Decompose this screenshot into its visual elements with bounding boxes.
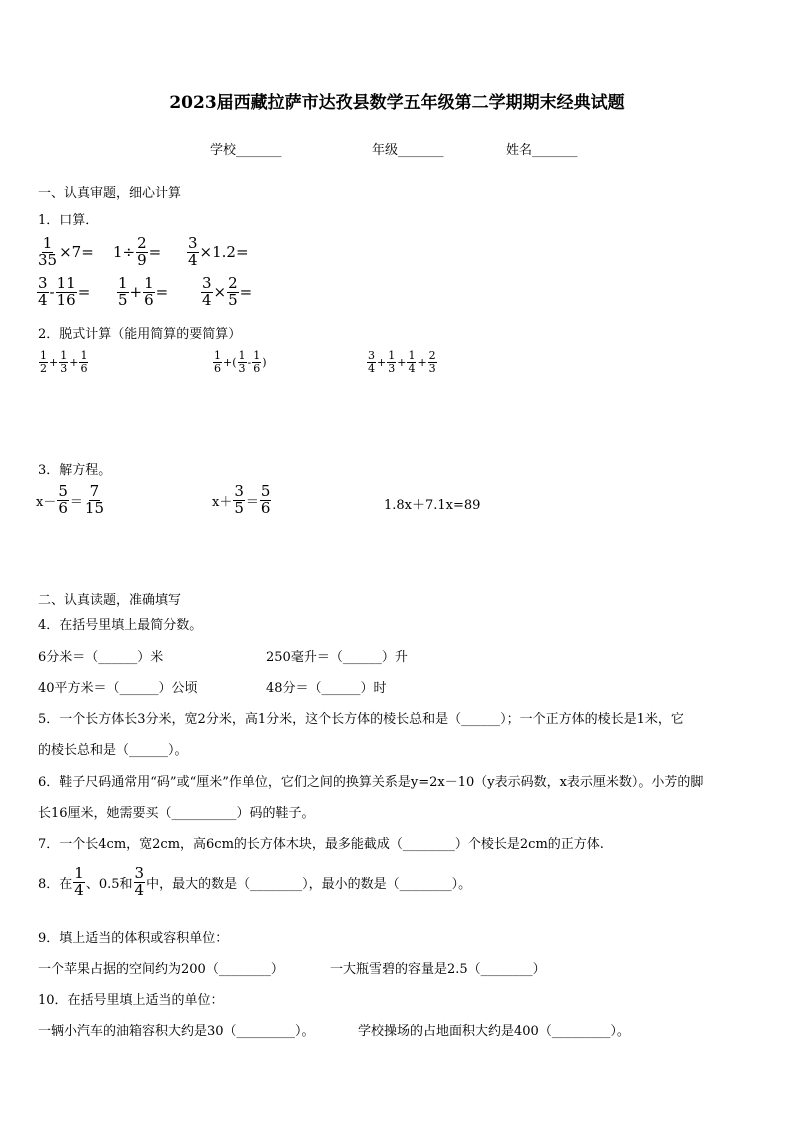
frac-num: 1 (238, 349, 246, 362)
q1-item-5-den2: 6 (144, 290, 154, 309)
q1-item-2-num: 2 (137, 234, 147, 252)
q1-item-6-den2: 5 (228, 290, 238, 309)
operator: - (247, 355, 252, 369)
q6-line-2: 长16厘米，她需要买（__________）码的鞋子。 (38, 806, 315, 821)
frac-num: 1 (253, 349, 261, 362)
q2-expression-2 (212, 350, 267, 374)
q1-item-3-num: 3 (188, 234, 198, 252)
frac-num: 5 (58, 482, 68, 500)
frac-num: 1 (80, 349, 88, 362)
equation-prefix: x－ (36, 494, 57, 510)
q4-item-b: 250毫升＝（______）升 (266, 650, 408, 665)
q9-item-b: 一大瓶雪碧的容量是2.5（________） (330, 962, 546, 977)
frac-den: 4 (134, 880, 145, 899)
q3-equation-1 (36, 484, 106, 517)
frac-den: 4 (368, 361, 375, 375)
q3-label: 3．解方程。 (38, 463, 112, 478)
q2-expression-1 (38, 350, 89, 374)
q1-item-5-op: + (129, 283, 143, 302)
q8-middle: 、0.5和 (85, 876, 133, 892)
q2-expression-3 (366, 350, 438, 374)
q1-item-5-den1: 5 (118, 290, 128, 309)
operator: + (417, 355, 427, 369)
q1-item-6-rest: = (239, 283, 253, 302)
q1-item-1 (36, 236, 94, 269)
q1-item-3-rest: ×1.2= (199, 243, 249, 262)
q8-prefix: 8．在 (38, 876, 73, 892)
frac-den: 6 (253, 361, 261, 375)
q1-item-6 (200, 276, 252, 309)
q1-item-4-op: - (49, 283, 55, 302)
operator: +( (223, 355, 237, 369)
operator: + (397, 355, 407, 369)
frac-den: 3 (238, 361, 246, 375)
q1-item-5-num2: 1 (144, 274, 154, 292)
q1-item-2-rest: = (148, 243, 162, 262)
q10-label: 10．在括号里填上适当的单位： (38, 993, 224, 1008)
q3-equation-3: 1.8x＋7.1x=89 (384, 498, 481, 513)
equals-sign: ＝ (69, 494, 83, 510)
q5-line-2: 的棱长总和是（______）。 (38, 743, 188, 758)
frac-den: 6 (214, 361, 221, 375)
frac-den: 6 (80, 361, 88, 375)
q1-item-3 (186, 236, 249, 269)
page-title: 2023届西藏拉萨市达孜县数学五年级第二学期期末经典试题 (169, 93, 625, 113)
q8-text (38, 866, 471, 899)
q4-item-c: 40平方米＝（______）公顷 (38, 681, 198, 696)
q5-line-1: 5．一个长方体长3分米，宽2分米，高1分米，这个长方体的棱长总和是（______）；一个正方体的棱长是1米，它 (38, 712, 684, 727)
q8-suffix: 中，最大的数是（________），最小的数是（________）。 (146, 876, 472, 892)
q1-item-4-num1: 3 (38, 274, 48, 292)
q1-item-4-num2: 11 (56, 274, 76, 292)
q1-item-6-op: × (213, 283, 227, 302)
frac-den: 6 (58, 498, 68, 517)
q1-item-6-den1: 4 (202, 290, 212, 309)
section-2-heading: 二、认真读题，准确填写 (38, 593, 182, 608)
q1-item-4-rest: = (77, 283, 91, 302)
frac-den: 2 (40, 361, 47, 375)
name-field: 姓名_______ (506, 143, 578, 158)
q1-item-4 (36, 276, 90, 309)
equation-prefix: x＋ (212, 494, 233, 510)
frac-den: 4 (408, 361, 416, 375)
q1-item-5 (116, 276, 168, 309)
frac-num: 5 (260, 482, 271, 500)
frac-num: 2 (428, 349, 436, 362)
operator: ) (262, 355, 267, 369)
frac-den: 4 (74, 880, 84, 899)
q1-item-1-rest: ×7= (59, 243, 94, 262)
q6-line-1: 6．鞋子尺码通常用“码”或“厘米”作单位，它们之间的换算关系是y=2x－10（y表示码数，x表示厘米数）。小芳的脚 (38, 775, 704, 790)
q4-label: 4．在括号里填上最简分数。 (38, 618, 203, 633)
frac-num: 7 (89, 482, 100, 500)
q10-item-a: 一辆小汽车的油箱容积大约是30（_________）。 (38, 1024, 315, 1039)
operator: + (49, 355, 59, 369)
q7-text: 7．一个长4cm，宽2cm，高6cm的长方体木块，最多能截成（________）个棱长是2cm的正方体. (38, 837, 604, 852)
q3-equation-2 (212, 484, 272, 517)
frac-den: 15 (84, 498, 104, 517)
frac-num: 1 (408, 349, 416, 362)
frac-num: 3 (368, 349, 375, 362)
q1-item-2 (113, 236, 161, 269)
q1-item-2-pre: 1÷ (113, 243, 136, 262)
q4-item-d: 48分＝（______）时 (266, 681, 387, 696)
frac-den: 3 (388, 361, 396, 375)
operator: + (69, 355, 79, 369)
q1-item-4-den2: 16 (56, 290, 76, 309)
q1-item-3-den: 4 (188, 250, 198, 269)
grade-field: 年级_______ (372, 143, 444, 158)
frac-num: 1 (60, 349, 68, 362)
frac-num: 1 (388, 349, 396, 362)
operator: + (377, 355, 387, 369)
frac-num: 1 (74, 864, 84, 882)
frac-num: 1 (214, 349, 221, 362)
q9-label: 9．填上适当的体积或容积单位： (38, 931, 229, 946)
frac-num: 3 (234, 482, 244, 500)
frac-den: 3 (60, 361, 68, 375)
frac-num: 1 (40, 349, 47, 362)
section-1-heading: 一、认真审题，细心计算 (38, 186, 182, 201)
q1-item-5-num1: 1 (118, 274, 128, 292)
q1-item-4-den1: 4 (38, 290, 48, 309)
q1-item-6-num1: 3 (202, 274, 212, 292)
q9-item-a: 一个苹果占据的空间约为200（________） (38, 962, 284, 977)
frac-den: 6 (260, 498, 271, 517)
frac-num: 3 (134, 864, 145, 882)
frac-den: 3 (428, 361, 436, 375)
school-field: 学校_______ (210, 143, 282, 158)
q10-item-b: 学校操场的占地面积大约是400（_________）。 (358, 1024, 630, 1039)
equals-sign: ＝ (245, 494, 259, 510)
q1-item-1-den: 35 (38, 250, 58, 269)
frac-den: 5 (234, 498, 244, 517)
q1-label: 1．口算． (38, 213, 99, 228)
q4-item-a: 6分米＝（______）米 (38, 650, 164, 665)
q1-item-2-den: 9 (137, 250, 147, 269)
q1-item-6-num2: 2 (228, 274, 238, 292)
q2-label: 2．脱式计算（能用简算的要简算） (38, 327, 242, 342)
q1-item-1-num: 1 (42, 234, 53, 252)
q1-item-5-rest: = (155, 283, 169, 302)
